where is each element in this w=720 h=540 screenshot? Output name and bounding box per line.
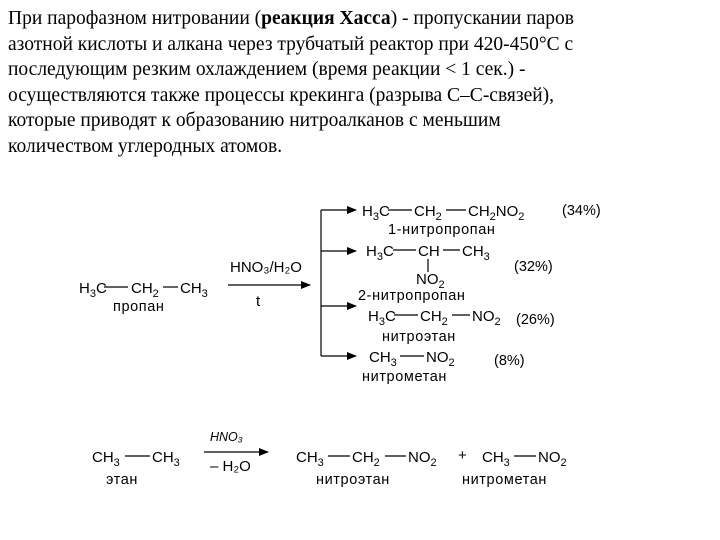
svg-text:CH3: $CH_3$ xyxy=(369,349,397,369)
svg-text:CH3: $CH_3$ xyxy=(462,243,490,263)
svg-text:CH3: $CH_3$ xyxy=(180,280,208,300)
product-name: нитрометан xyxy=(362,369,447,385)
product-nitromethane-2 xyxy=(462,449,567,488)
paragraph-line: которые приводят к образованию нитроалканов с меньшим xyxy=(8,110,501,131)
product-name: нитрометан xyxy=(462,472,547,488)
svg-text:CH: CH xyxy=(418,243,440,260)
svg-text:CH3: $CH_3$ xyxy=(482,449,510,469)
svg-text:NO2: $NO_2$ xyxy=(408,449,437,469)
product-2nitropropane xyxy=(358,243,553,304)
propane-scheme xyxy=(79,203,601,385)
svg-text:CH2: $CH_2$ xyxy=(414,203,442,223)
svg-text:H3C: $H_3C$ xyxy=(366,243,394,263)
svg-text:CH2: $CH_2$ xyxy=(352,449,380,469)
reagent-label: HNO₃ xyxy=(210,430,243,444)
yield-label: (26%) xyxy=(516,312,555,328)
svg-text:H3C: $H_3C$ xyxy=(362,203,390,223)
condition-label: t xyxy=(256,293,261,310)
reactant-name: этан xyxy=(106,472,139,488)
product-name: 2-нитропропан xyxy=(358,288,466,304)
ethane-scheme xyxy=(92,430,567,488)
product-nitroethane xyxy=(368,308,555,345)
paragraph-line: азотной кислоты и алкана через трубчатый реактор при 420-450°С с xyxy=(8,33,574,55)
svg-text:NO2: $NO_2$ xyxy=(472,308,501,328)
paragraph-text: ) - пропускании паров xyxy=(390,8,575,29)
svg-text:CH2: $CH_2$ xyxy=(131,280,159,300)
svg-text:CH2: $CH_2$ xyxy=(420,308,448,328)
svg-text:CH3: $CH_3$ xyxy=(296,449,324,469)
product-name: нитроэтан xyxy=(316,472,390,488)
yield-label: (8%) xyxy=(494,353,525,369)
paragraph-line: количеством углеродных атомов. xyxy=(8,135,283,157)
paragraph-line: осуществляются также процессы крекинга (разрыва С–С-связей), xyxy=(8,84,555,106)
paragraph-line: последующим резким охлаждением (время реакции < 1 сек.) - xyxy=(8,59,526,80)
paragraph-text: При парофазном нитровании ( xyxy=(8,8,262,29)
yield-label: (32%) xyxy=(514,259,553,275)
svg-text:CH3: $CH_3$ xyxy=(152,449,180,469)
propane-formula: $H_3C$ xyxy=(79,280,107,300)
reaction-name: реакция Хасса xyxy=(261,8,391,29)
reagent-removed-label: – H₂O xyxy=(210,458,251,475)
product-name: 1-нитропропан xyxy=(388,222,496,238)
plus-sign: + xyxy=(458,447,467,464)
svg-text:NO2: $NO_2$ xyxy=(426,349,455,369)
product-nitromethane xyxy=(362,349,525,385)
product-nitroethane-2 xyxy=(296,449,437,488)
svg-text:CH2NO2: $CH_2NO_2$ xyxy=(468,203,525,223)
product-1nitropropane xyxy=(362,203,601,238)
reactant-name: пропан xyxy=(113,299,165,315)
yield-label: (34%) xyxy=(562,203,601,219)
svg-text:H3C: $H_3C$ xyxy=(368,308,396,328)
product-name: нитроэтан xyxy=(382,329,456,345)
svg-text:NO2: $NO_2$ xyxy=(416,271,445,291)
reagent-label: HNO₃/H₂O xyxy=(230,259,302,276)
svg-text:NO2: $NO_2$ xyxy=(538,449,567,469)
ethane-formula: $CH_3$ xyxy=(92,449,120,469)
